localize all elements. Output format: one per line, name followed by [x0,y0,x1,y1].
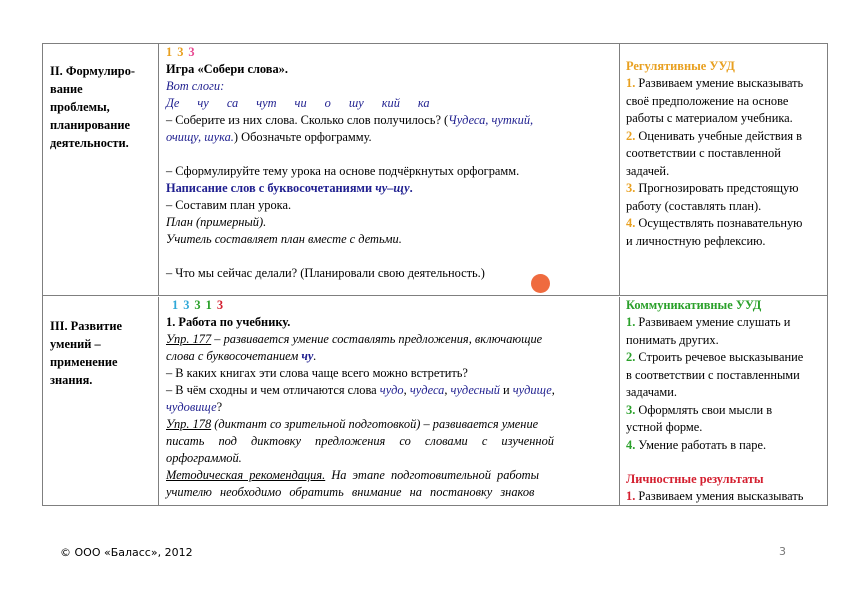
word: чудо [379,383,404,397]
item-text: Осуществлять познавательную [638,216,803,230]
syllables-label: Вот слоги: [166,79,225,93]
item-number: 3. [626,402,636,417]
item-number: 4. [626,437,636,452]
word: чудовище [166,400,217,414]
table-row-stage-2 [43,44,827,296]
item-text: Оформлять свои мысли в [638,402,773,417]
syllable: са [226,96,239,110]
stage-2-title-line: II. Формулиро- [50,64,136,78]
method-ref: Методическая рекомендация. [166,468,326,482]
item-text: и личностную рефлексию. [626,233,766,248]
stage-2-content-cell [160,44,620,295]
uud-item [626,128,823,146]
task-formulate-topic: – Сформулируйте тему урока на основе подчёркнутых орфограмм. [166,164,520,178]
number-badge: 3 [194,298,201,312]
item-number: 1. [626,76,636,90]
orange-marker-dot [531,274,550,293]
personal-results-title: Личностные результаты [626,472,764,486]
item-text: устной форме. [626,420,703,434]
word: чудище [512,383,552,397]
syllable: ка [417,96,430,110]
question-text: , [444,383,451,397]
plan-task: – Составим план урока. [166,198,292,212]
stage-2-title-cell [43,44,159,295]
plan-label-text: План ( [166,215,201,229]
uud-item [626,402,823,420]
item-text: Развиваем умение слушать и [638,315,791,329]
personal-item [626,488,823,505]
item-text: Умение работать в паре. [638,437,767,452]
method-text: На этапе подготовительной работы [325,468,539,482]
item-text: в соответствии с поставленными [626,367,800,382]
stage-2-title [50,62,154,152]
lesson-table [42,43,828,506]
exercise-text: слова с буквосочетанием [166,349,302,363]
game-title: Игра «Собери слова». [166,62,288,76]
uud-item [626,180,823,198]
item-number: 1. [626,489,636,503]
exercise-178 [166,416,615,433]
stage-2-title-line: проблемы, [50,100,110,114]
number-badge: 1 [166,45,173,59]
item-number: 4. [626,216,636,230]
uud-item [626,215,823,233]
stage-2-title-line: планирование [50,118,131,132]
table-row-stage-3 [43,297,827,505]
syllables-row [166,95,615,112]
syllable: чут [256,96,277,110]
uud-item [626,75,823,93]
item-text: Оценивать учебные действия в [638,128,803,143]
word: чудеса [409,383,445,397]
number-badge: 3 [188,45,195,59]
syllable: кий [381,96,400,110]
plan-label-text: ). [259,215,267,229]
item-text: задачами. [626,385,678,399]
stage-3-uud-cell [621,297,827,505]
uud-item [626,437,823,455]
exercise-178-cont: писать под диктовку предложения со словами с изученной [166,434,554,448]
stage-3-title-line: умений – [50,337,101,351]
topic-letters: чу–щу [375,181,410,195]
item-text: задачей. [626,163,670,178]
teacher-note: Учитель составляет план вместе с детьми. [166,232,402,246]
uud-item [626,349,823,367]
exercise-text: – развивается умение составлять предложения, включающие [211,332,543,346]
footer-copyright: © ООО «Баласс», 2012 [60,546,193,559]
exercise-178-cont: орфограммой. [166,451,242,465]
exercise-text: . [313,349,317,363]
stage-3-title-line: применение [50,355,118,369]
number-badge: 3 [183,298,190,312]
item-text: Прогнозировать предстоящую [638,181,799,195]
uud-item [626,314,823,332]
topic-text: Написание слов с буквосочетаниями [166,181,376,195]
number-badge: 3 [177,45,184,59]
number-badge: 3 [216,298,224,312]
number-badge: 1 [172,298,179,312]
item-text: Развиваем умения высказывать [638,489,804,503]
question-books: – В каких книгах эти слова чаще всего можно встретить? [166,366,468,380]
task-collect-words-cont [166,129,615,146]
stage-3-title-line: III. Развитие [50,319,122,333]
stage-2-numbers [166,45,615,59]
reflection-question: – Что мы сейчас делали? (Планировали свою деятельность.) [166,266,485,280]
letters-chu: чу [301,349,314,363]
task-collect-words [166,112,615,129]
item-number: 2. [626,350,636,364]
exercise-ref: Упр. 178 [166,417,212,431]
stage-3-title-cell [43,297,159,505]
stage-3-numbers [166,298,615,312]
item-text: понимать других. [626,332,719,347]
item-text: Развиваем умение высказывать [638,76,804,90]
item-text: Строить речевое высказывание [638,350,804,364]
question-text: – В чём сходны и чем отличаются слова [166,383,380,397]
method-note-cont: учителю необходимо обратить внимание на постановку знаков [166,485,535,499]
exercise-177-cont [166,348,615,365]
answer-words: очищу, шука. [166,130,234,144]
stage-2-uud-cell [621,44,827,295]
item-text: соответствии с поставленной [626,146,781,160]
stage-2-title-line: вание [50,82,83,96]
word: чудесный [450,383,500,397]
item-text: работу (составлять план). [626,198,762,213]
question-text: ? [216,400,223,414]
item-text: работы с материалом учебника. [626,111,793,125]
work-title: 1. Работа по учебнику. [166,315,291,329]
lesson-topic [166,180,615,197]
exercise-ref: Упр. 177 [166,332,212,346]
communicative-uud-title: Коммуникативные УУД [626,298,762,312]
item-number: 3. [626,181,636,195]
item-text: своё предположение на основе [626,93,789,108]
question-text: и [499,383,513,397]
stage-3-title-line: знания. [50,373,93,387]
syllable: Де [166,96,180,110]
syllable: о [324,96,331,110]
syllable: шу [348,96,364,110]
syllable: чу [197,96,209,110]
plan-label [166,214,615,231]
question-words [166,382,615,399]
question-words-cont [166,399,615,416]
task-text: – Соберите из них слова. Сколько слов получилось? ( [166,113,449,127]
exercise-text: (диктант со зрительной подготовкой) – развивается умение [211,417,539,431]
question-text: , [403,383,410,397]
answer-words: Чудеса, чуткий, [448,113,534,127]
page-number: 3 [779,545,786,558]
stage-2-title-line: деятельности. [50,136,129,150]
stage-3-title [50,317,154,389]
plan-label-text: примерный [200,215,260,229]
item-number: 1. [626,315,636,329]
syllable: чи [294,96,307,110]
task-text: ) Обозначьте орфограмму. [233,130,372,144]
topic-dot: . [409,181,413,195]
item-number: 2. [626,128,636,143]
stage-3-content-cell [160,297,620,505]
exercise-177 [166,331,615,348]
regulatory-uud-title: Регулятивные УУД [626,59,735,73]
question-text: , [551,383,555,397]
method-note [166,467,615,484]
number-badge: 1 [205,298,212,312]
